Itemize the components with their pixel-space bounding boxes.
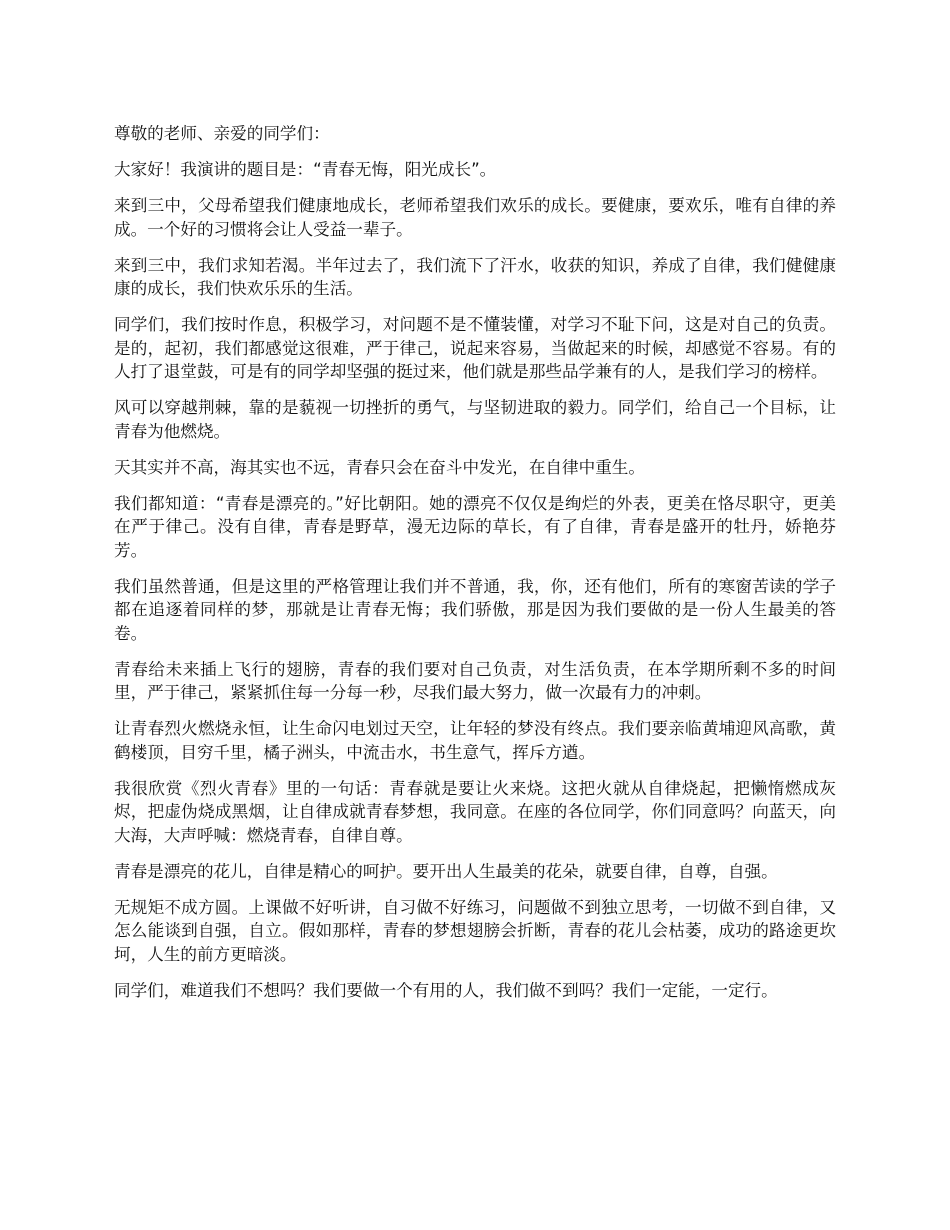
- speech-body: [114, 122, 836, 1015]
- paragraph-2: 来到三中，父母希望我们健康地成长，老师希望我们欢乐的成长。要健康，要欢乐，唯有自律的养成。一个好的习惯将会让人受益一辈子。: [114, 196, 836, 239]
- closing-paragraph: 同学们，难道我们不想吗？我们要做一个有用的人，我们做不到吗？我们一定能，一定行。: [114, 980, 778, 1000]
- paragraph-13: 无规矩不成方圆。上课做不好听讲，自习做不好练习，问题做不到独立思考，一切做不到自律，又怎么能谈到自强，自立。假如那样，青春的梦想翅膀会折断，青春的花儿会枯萎，成功的路途更坎坷，人生的前方更暗淡。: [114, 897, 836, 964]
- salutation: 尊敬的老师、亲爱的同学们：: [114, 124, 330, 143]
- paragraph-4: 同学们，我们按时作息，积极学习，对问题不是不懂装懂，对学习不耻下问，这是对自己的负责。是的，起初，我们都感觉这很难，严于律己，说起来容易，当做起来的时候，却感觉不容易。有的人打了退堂鼓，可是有的同学却坚强的挺过来，他们就是那些品学兼有的人，是我们学习的榜样。: [114, 315, 836, 381]
- paragraph-12: 青春是漂亮的花儿，自律是精心的呵护。要开出人生最美的花朵，就要自律，自尊，自强。: [114, 861, 778, 881]
- paragraph-7: 我们都知道：“青春是漂亮的。”好比朝阳。她的漂亮不仅仅是绚烂的外表，更美在恪尽职守，更美在严于律己。没有自律，青春是野草，漫无边际的草长，有了自律，青春是盛开的牡丹，娇艳芬芳。: [114, 493, 836, 560]
- paragraph-3: 来到三中，我们求知若渴。半年过去了，我们流下了汗水，收获的知识，养成了自律，我们健健康康的成长，我们快欢乐乐的生活。: [114, 255, 836, 298]
- paragraph-10: 让青春烈火燃烧永恒，让生命闪电划过天空，让年轻的梦没有终点。我们要亲临黄埔迎风高歌，黄鹤楼顶，目穷千里，橘子洲头，中流击水，书生意气，挥斥方遒。: [114, 719, 836, 762]
- paragraph-9: 青春给未来插上飞行的翅膀，青春的我们要对自己负责，对生活负责，在本学期所剩不多的时间里，严于律己，紧紧抓住每一分每一秒，尽我们最大努力，做一次最有力的冲刺。: [114, 659, 836, 702]
- paragraph-6: 天其实并不高，海其实也不远，青春只会在奋斗中发光，在自律中重生。: [114, 457, 645, 477]
- paragraph-5: 风可以穿越荆棘，靠的是藐视一切挫折的勇气，与坚韧进取的毅力。同学们，给自己一个目标，让青春为他燃烧。: [114, 398, 836, 441]
- paragraph-8: 我们虽然普通，但是这里的严格管理让我们并不普通，我，你，还有他们，所有的寒窗苦读的学子都在追逐着同样的梦，那就是让青春无悔；我们骄傲，那是因为我们要做的是一份人生最美的答卷。: [114, 576, 836, 643]
- paragraph-1: 大家好！我演讲的题目是：“青春无悔，阳光成长”。: [114, 160, 497, 179]
- paragraph-11: 我很欣赏《烈火青春》里的一句话：青春就是要让火来烧。这把火就从自律烧起，把懒惰燃成灰烬，把虚伪烧成黑烟，让自律成就青春梦想，我同意。在座的各位同学，你们同意吗？向蓝天，向大海，大声呼喊：燃烧青春，自律自尊。: [114, 778, 836, 845]
